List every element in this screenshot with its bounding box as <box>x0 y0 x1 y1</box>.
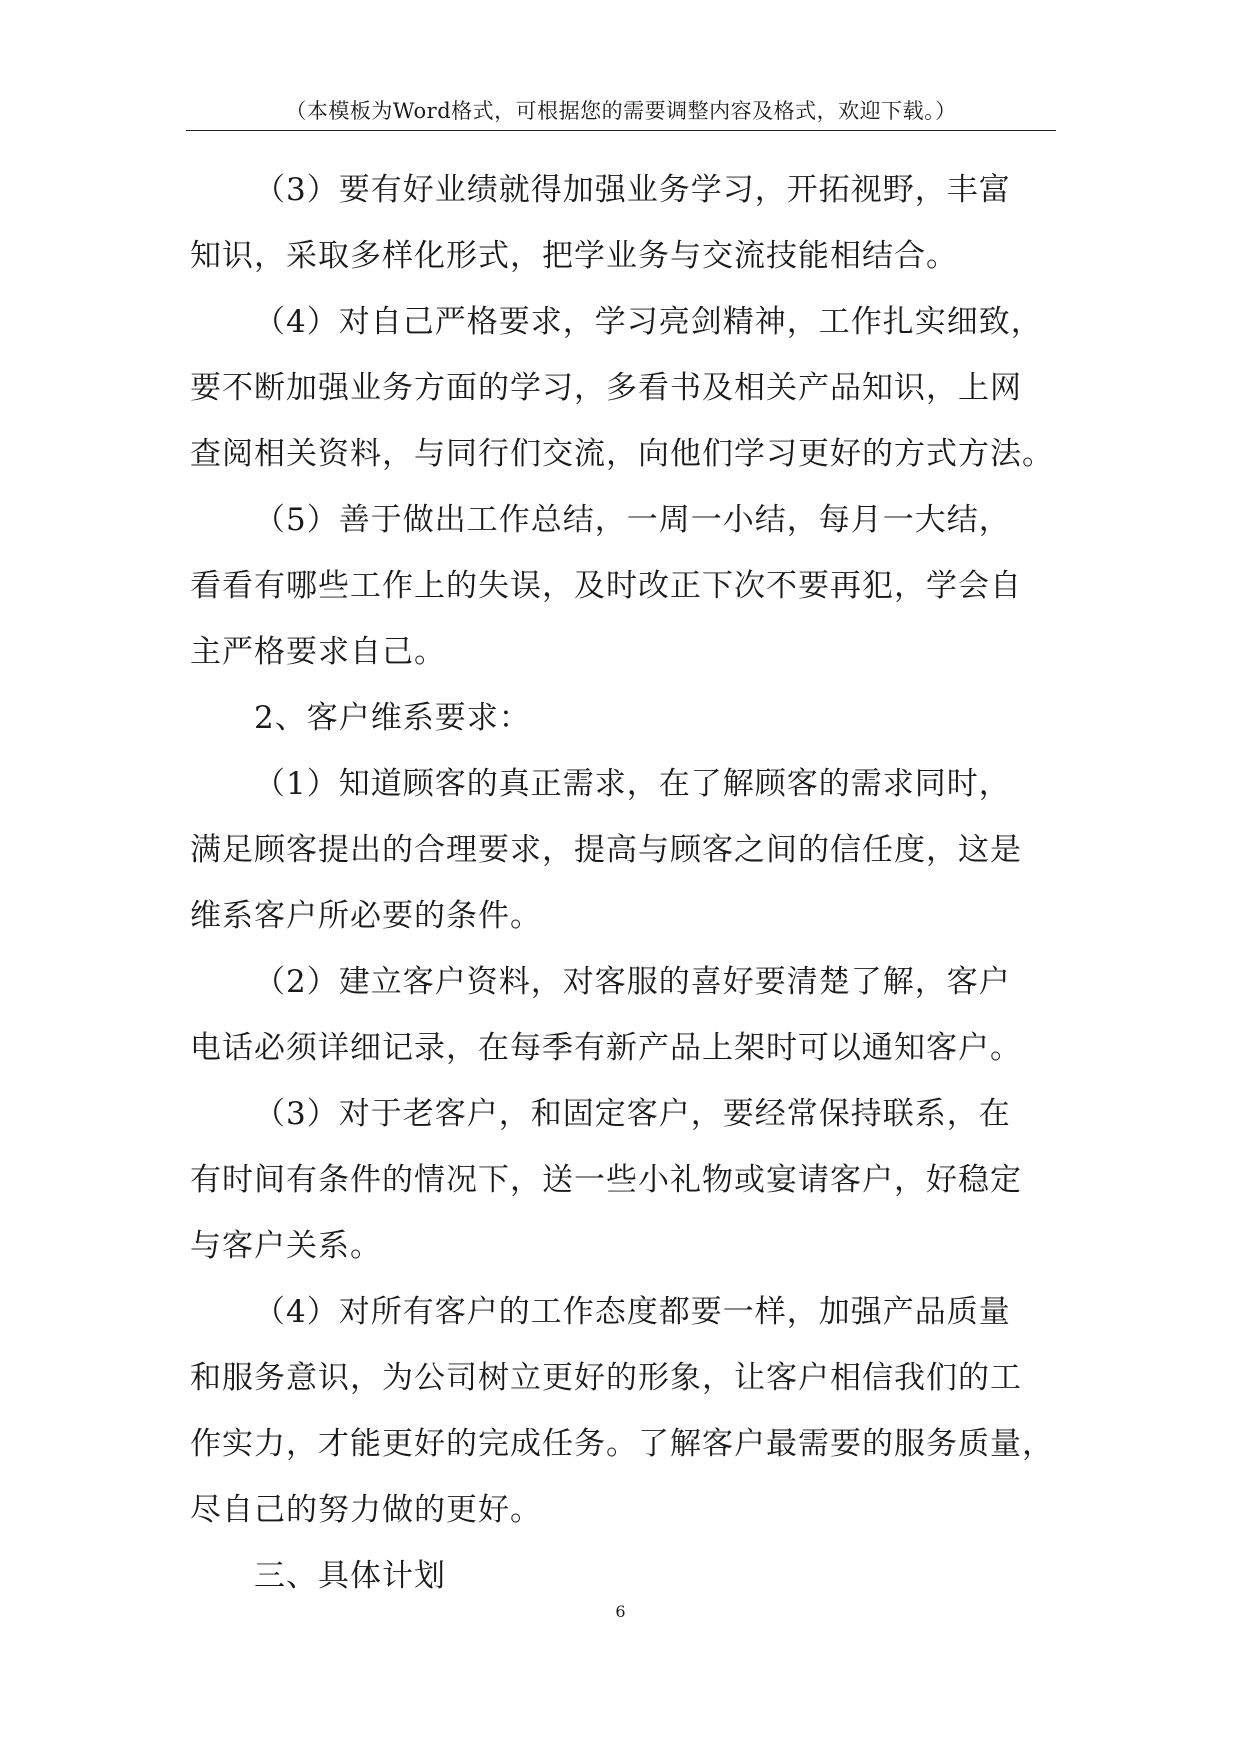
body-line: 满足顾客提出的合理要求，提高与顾客之间的信任度，这是 <box>190 832 1022 868</box>
body-line: 电话必须详细记录，在每季有新产品上架时可以通知客户。 <box>190 1030 1022 1066</box>
document-body <box>190 157 1070 1609</box>
body-line: （4）对所有客户的工作态度都要一样，加强产品质量 <box>254 1294 1011 1330</box>
body-line: （2）建立客户资料，对客服的喜好要清楚了解，客户 <box>254 964 1011 1000</box>
header-divider <box>186 130 1056 131</box>
body-line: （4）对自己严格要求，学习亮剑精神，工作扎实细致， <box>254 304 1043 340</box>
body-line: 和服务意识，为公司树立更好的形象，让客户相信我们的工 <box>190 1360 1022 1396</box>
body-line: （3）要有好业绩就得加强业务学习，开拓视野，丰富 <box>254 172 1011 208</box>
body-line: （5）善于做出工作总结，一周一小结，每月一大结， <box>254 502 1011 538</box>
body-line: 尽自己的努力做的更好。 <box>190 1492 542 1528</box>
body-line: 查阅相关资料，与同行们交流，向他们学习更好的方式方法。 <box>190 436 1054 472</box>
section-heading: 三、具体计划 <box>254 1558 446 1594</box>
body-line: 与客户关系。 <box>190 1228 382 1264</box>
body-line: 知识，采取多样化形式，把学业务与交流技能相结合。 <box>190 238 958 274</box>
body-line: 主严格要求自己。 <box>190 634 446 670</box>
body-line: 维系客户所必要的条件。 <box>190 898 542 934</box>
page-header-note: （本模板为Word格式，可根据您的需要调整内容及格式，欢迎下载。） <box>285 99 957 123</box>
page-number: 6 <box>615 1602 626 1621</box>
body-line: （3）对于老客户，和固定客户，要经常保持联系，在 <box>254 1096 1011 1132</box>
body-line: 要不断加强业务方面的学习，多看书及相关产品知识，上网 <box>190 370 1022 406</box>
body-line: （1）知道顾客的真正需求，在了解顾客的需求同时， <box>254 766 1011 802</box>
body-line: 有时间有条件的情况下，送一些小礼物或宴请客户，好稳定 <box>190 1162 1022 1198</box>
section-heading: 2、客户维系要求： <box>254 700 531 736</box>
body-line: 看看有哪些工作上的失误，及时改正下次不要再犯，学会自 <box>190 568 1022 604</box>
body-line: 作实力，才能更好的完成任务。了解客户最需要的服务质量， <box>190 1426 1054 1462</box>
